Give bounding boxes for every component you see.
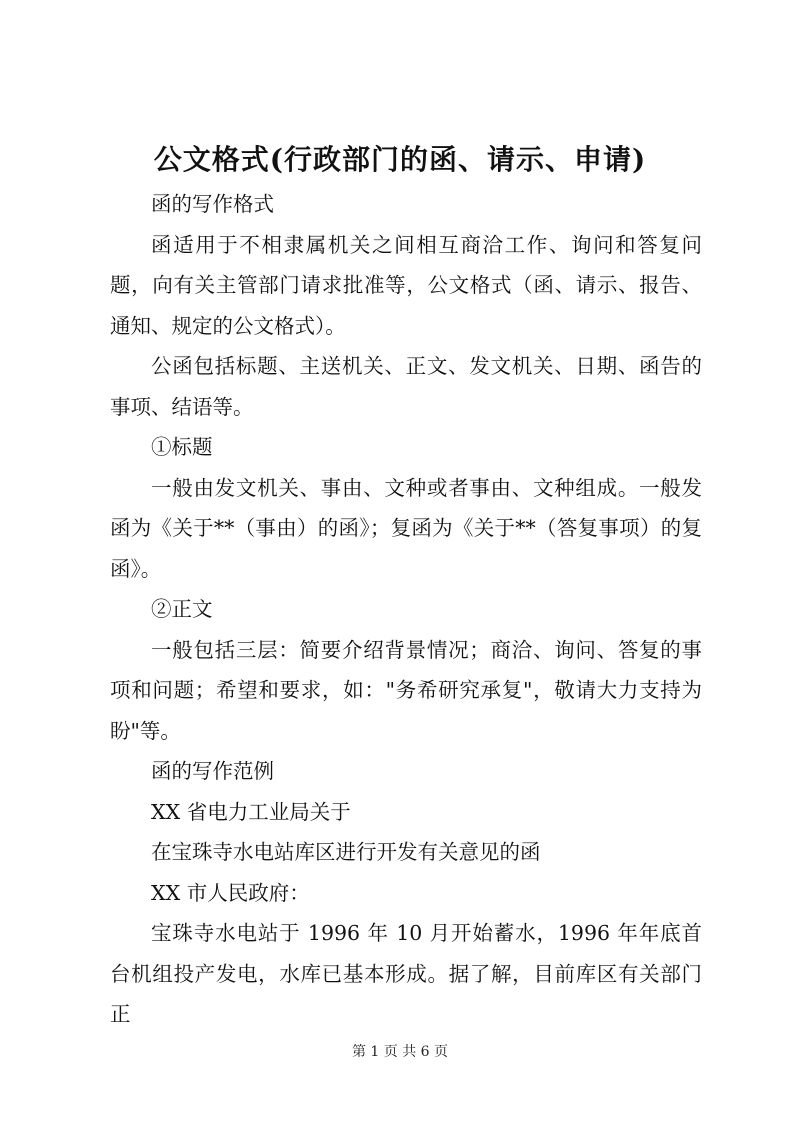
paragraph-example-sender: XX 省电力工业局关于 (151, 799, 351, 824)
paragraph-body-description: 一般包括三层：简要介绍背景情况；商洽、询问、答复的事项和问题；希望和要求，如："务希研究承复"，敬请大力支持为盼"等。 (110, 637, 702, 743)
paragraph-example-subject: 在宝珠寺水电站库区进行开发有关意见的函 (151, 840, 541, 864)
paragraph-body-heading: ②正文 (151, 597, 213, 621)
paragraph-example-content: 宝珠寺水电站于 1996 年 10 月开始蓄水，1996 年年底首台机组投产发电，水库已基本形成。据了解，目前库区有关部门正 (110, 921, 702, 1026)
paragraph-title-description: 一般由发文机关、事由、文种或者事由、文种组成。一般发函为《关于**（事由）的函》；复函为《关于**（答复事项）的复函》。 (110, 475, 702, 581)
document-title: 公文格式(行政部门的函、请示、申请) (153, 143, 647, 176)
paragraph-example-recipient: XX 市人民政府： (151, 880, 310, 905)
page-number-footer: 第 1 页 共 6 页 (351, 1044, 449, 1060)
paragraph-section-heading: 函的写作格式 (151, 192, 274, 216)
paragraph-example-heading: 函的写作范例 (151, 759, 274, 783)
document-body (110, 184, 702, 1035)
paragraph-definition: 函适用于不相隶属机关之间相互商洽工作、询问和答复问题，向有关主管部门请求批准等，公文格式（函、请示、报告、通知、规定的公文格式）。 (110, 232, 702, 338)
paragraph-components: 公函包括标题、主送机关、正文、发文机关、日期、函告的事项、结语等。 (110, 354, 702, 419)
paragraph-title-heading: ①标题 (151, 435, 213, 459)
